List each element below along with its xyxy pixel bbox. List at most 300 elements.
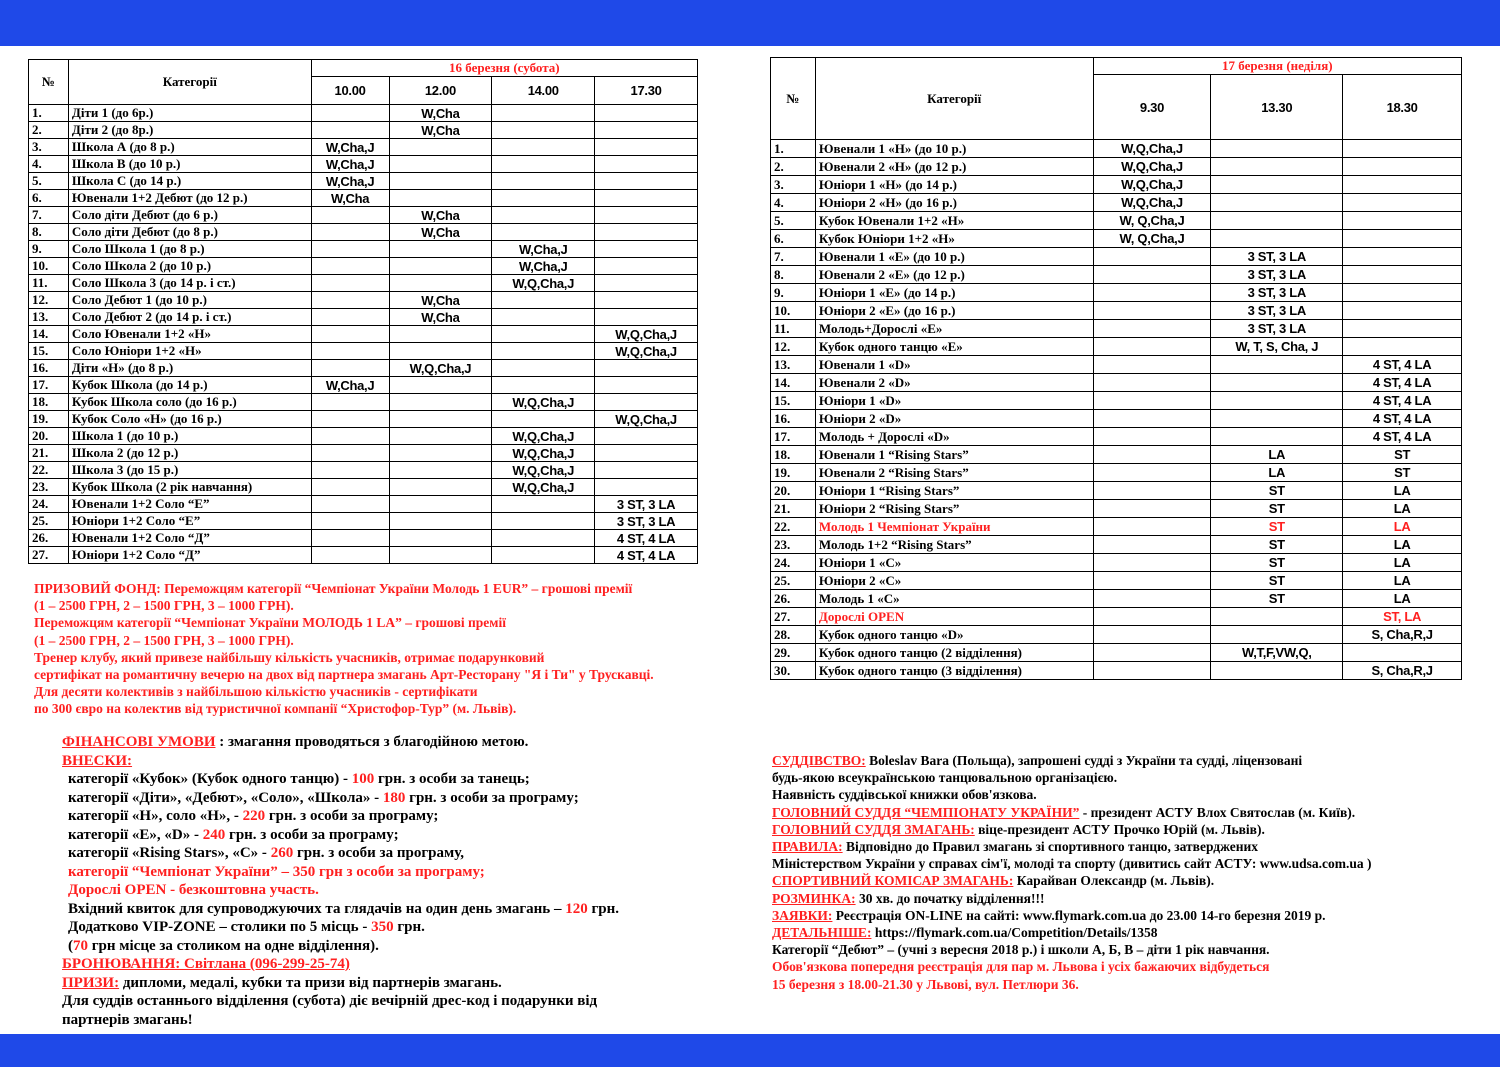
chief-ua-label: ГОЛОВНИЙ СУДДЯ “ЧЕМПІОНАТУ УКРАЇНИ” [772, 804, 1080, 820]
dance-program-cell [492, 496, 595, 513]
row-number: 6. [771, 230, 816, 248]
dance-program-cell [311, 513, 389, 530]
category-name: Ювенали 1 «D» [815, 356, 1093, 374]
row-number: 4. [771, 194, 816, 212]
category-name: Юніори 1 “Rising Stars” [815, 482, 1093, 500]
dance-program-cell [595, 224, 698, 241]
dance-program-cell [1211, 626, 1343, 644]
dance-program-cell [1211, 230, 1343, 248]
dance-program-cell [311, 292, 389, 309]
dance-program-cell [595, 190, 698, 207]
category-name: Молодь + Дорослі «D» [815, 428, 1093, 446]
dance-program-cell [1211, 392, 1343, 410]
table-row [771, 302, 1462, 320]
table-row [771, 536, 1462, 554]
dance-program-cell [1093, 284, 1211, 302]
dance-program-cell: ST [1211, 482, 1343, 500]
chief-label: ГОЛОВНИЙ СУДДЯ ЗМАГАНЬ: [772, 821, 975, 837]
dance-program-cell [389, 462, 492, 479]
table-row [771, 482, 1462, 500]
row-number: 17. [771, 428, 816, 446]
fee-line: категорії «Кубок» (Кубок одного танцю) - 100 грн. з особи за танець; [68, 771, 530, 787]
table-row [29, 377, 698, 394]
dance-program-cell [389, 547, 492, 564]
row-number: 26. [771, 590, 816, 608]
dance-program-cell [1093, 464, 1211, 482]
dance-program-cell: ST [1211, 518, 1343, 536]
category-name: Соло Дебют 2 (до 14 р. і ст.) [68, 309, 311, 326]
dance-program-cell [595, 156, 698, 173]
category-name: Ювенали 1 «Е» (до 10 р.) [815, 248, 1093, 266]
dance-program-cell [595, 479, 698, 496]
dance-program-cell: 4 ST, 4 LA [1343, 410, 1462, 428]
vip-seat-line: (70 грн місце за столиком на одне відділення). [68, 937, 379, 954]
dance-program-cell [1343, 212, 1462, 230]
details-link[interactable]: https://flymark.com.ua/Competition/Details/1358 [871, 925, 1158, 941]
dance-program-cell [1211, 158, 1343, 176]
dance-program-cell [492, 326, 595, 343]
prize-line: Для десяти колективів з найбільшою кількістю учасників - сертифікати [34, 684, 478, 700]
row-number: 8. [771, 266, 816, 284]
category-name: Соло Юніори 1+2 «Н» [68, 343, 311, 360]
fee-line: категорії «Е», «D» - 240 грн. з особи за програму; [68, 826, 399, 843]
dance-program-cell [311, 309, 389, 326]
row-number: 27. [771, 608, 816, 626]
dance-program-cell: W,Cha [311, 190, 389, 207]
dance-program-cell [595, 275, 698, 292]
dance-program-cell [595, 207, 698, 224]
dance-program-cell: W,Q,Cha,J [1093, 158, 1211, 176]
table-row [29, 275, 698, 292]
prize-line: по 300 євро на колектив від туристичної компанії “Христофор-Тур” (м. Львів). [34, 701, 517, 717]
category-name: Кубок одного танцю (3 відділення) [815, 662, 1093, 680]
category-name: Юніори 2 «D» [815, 410, 1093, 428]
category-name: Діти 2 (до 8р.) [68, 122, 311, 139]
fee-line-championship: категорії “Чемпіонат України” – 350 грн з особи за програму; [68, 863, 485, 880]
dance-program-cell [311, 411, 389, 428]
table-row [771, 446, 1462, 464]
dance-program-cell: 3 ST, 3 LA [595, 513, 698, 530]
table-row [771, 248, 1462, 266]
category-name: Школа С (до 14 р.) [68, 173, 311, 190]
category-name: Соло Школа 2 (до 10 р.) [68, 258, 311, 275]
table-row [771, 266, 1462, 284]
row-number: 20. [29, 428, 69, 445]
table-row [29, 241, 698, 258]
dance-program-cell [311, 547, 389, 564]
dance-program-cell: W,Cha [389, 105, 492, 122]
category-name: Кубок одного танцю «Е» [815, 338, 1093, 356]
table-row [771, 464, 1462, 482]
dance-program-cell: W,Cha,J [311, 173, 389, 190]
dance-program-cell [595, 394, 698, 411]
dance-program-cell: LA [1343, 500, 1462, 518]
dance-program-cell [492, 122, 595, 139]
fee-line: категорії «Rising Stars», «С» - 260 грн. з особи за програму, [68, 845, 464, 861]
ticket-line: Вхідний квиток для супроводжуючих та глядачів на один день змагань – 120 грн. [68, 900, 620, 917]
dance-program-cell [492, 343, 595, 360]
table-row [771, 626, 1462, 644]
dance-program-cell: W,T,F,VW,Q, [1211, 644, 1343, 662]
rules-label: ПРАВИЛА: [772, 839, 843, 855]
prize-line: ПРИЗОВИЙ ФОНД: Переможцям категорії “Чемпіонат України Молодь 1 EUR” – грошові премії [34, 581, 633, 596]
dance-program-cell [1343, 194, 1462, 212]
saturday-day-header: 16 березня (субота) [311, 60, 697, 77]
table-row [29, 224, 698, 241]
category-name: Ювенали 1+2 Соло “Д” [68, 530, 311, 547]
row-number: 1. [771, 140, 816, 158]
row-number: 16. [771, 410, 816, 428]
table-row [29, 173, 698, 190]
table-row [771, 410, 1462, 428]
dance-program-cell: 3 ST, 3 LA [1211, 284, 1343, 302]
category-name: Юніори 2 “Rising Stars” [815, 500, 1093, 518]
dance-program-cell: W,Q,Cha,J [1093, 140, 1211, 158]
time-slot-header: 14.00 [492, 77, 595, 105]
dance-program-cell: W, Q,Cha,J [1093, 212, 1211, 230]
table-row [771, 554, 1462, 572]
table-row [771, 338, 1462, 356]
category-name: Кубок Школа (2 рік навчання) [68, 479, 311, 496]
row-number: 11. [771, 320, 816, 338]
table-row [29, 394, 698, 411]
dress-code-line: Для суддів останнього відділення (субота) діє вечірній дрес-код і подарунки від [62, 993, 598, 1009]
dance-program-cell [1093, 644, 1211, 662]
dance-program-cell [595, 173, 698, 190]
dance-program-cell [492, 292, 595, 309]
row-number: 30. [771, 662, 816, 680]
dance-program-cell: S, Cha,R,J [1343, 626, 1462, 644]
dance-program-cell: ST [1211, 572, 1343, 590]
dance-program-cell [595, 445, 698, 462]
category-name: Юніори 1 «Е» (до 14 р.) [815, 284, 1093, 302]
dance-program-cell [389, 275, 492, 292]
dance-program-cell: ST [1343, 446, 1462, 464]
dance-program-cell [311, 360, 389, 377]
dance-program-cell [311, 394, 389, 411]
category-header: Категорії [815, 58, 1093, 140]
dance-program-cell [389, 530, 492, 547]
dance-program-cell [389, 496, 492, 513]
table-row [29, 309, 698, 326]
time-slot-header: 12.00 [389, 77, 492, 105]
row-number: 29. [771, 644, 816, 662]
dance-program-cell: W,Q,Cha,J [1093, 194, 1211, 212]
dance-program-cell [492, 547, 595, 564]
category-header: Категорії [68, 60, 311, 105]
dance-program-cell [492, 530, 595, 547]
dance-program-cell: 4 ST, 4 LA [595, 547, 698, 564]
dance-program-cell [389, 394, 492, 411]
category-name: Діти «Н» (до 8 р.) [68, 360, 311, 377]
prize-line: Тренер клубу, який привезе найбільшу кількість учасників, отримає подарунковий [34, 649, 545, 665]
dance-program-cell: W,Q,Cha,J [492, 462, 595, 479]
category-name: Юніори 1 «D» [815, 392, 1093, 410]
dance-program-cell [1093, 554, 1211, 572]
category-name: Кубок одного танцю (2 відділення) [815, 644, 1093, 662]
table-row [771, 644, 1462, 662]
fee-line: категорії «Н», соло «Н», - 220 грн. з особи за програму; [68, 808, 439, 824]
category-name: Діти 1 (до 6р.) [68, 105, 311, 122]
category-name: Школа В (до 10 р.) [68, 156, 311, 173]
dance-program-cell: W,Cha [389, 309, 492, 326]
row-number: 8. [29, 224, 69, 241]
dance-program-cell [311, 122, 389, 139]
judging-label: СУДДІВСТВО: [772, 753, 866, 768]
dance-program-cell [492, 309, 595, 326]
dance-program-cell [1093, 662, 1211, 680]
prize-line: (1 – 2500 ГРН, 2 – 1500 ГРН, 3 – 1000 ГРН). [34, 598, 294, 614]
category-name: Кубок одного танцю «D» [815, 626, 1093, 644]
row-number: 19. [771, 464, 816, 482]
category-name: Юніори 2 «Н» (до 16 р.) [815, 194, 1093, 212]
table-row [29, 207, 698, 224]
dance-program-cell [1093, 446, 1211, 464]
row-number: 3. [771, 176, 816, 194]
category-name: Соло Дебют 1 (до 10 р.) [68, 292, 311, 309]
dance-program-cell [1093, 626, 1211, 644]
dance-program-cell: LA [1343, 554, 1462, 572]
entries-label: ЗАЯВКИ: [772, 907, 833, 923]
dance-program-cell: 3 ST, 3 LA [595, 496, 698, 513]
dance-program-cell [311, 530, 389, 547]
warmup-label: РОЗМИНКА: [772, 890, 856, 906]
dance-program-cell [595, 377, 698, 394]
dance-program-cell [1343, 302, 1462, 320]
table-row [29, 105, 698, 122]
table-row [29, 360, 698, 377]
category-name: Юніори 1 «С» [815, 554, 1093, 572]
dance-program-cell [492, 190, 595, 207]
dance-program-cell [595, 462, 698, 479]
time-slot-header: 18.30 [1343, 75, 1462, 140]
row-number: 15. [771, 392, 816, 410]
dance-program-cell: W,Q,Cha,J [1093, 176, 1211, 194]
dance-program-cell [595, 122, 698, 139]
booking-line: БРОНЮВАННЯ: Світлана (096-299-25-74) [62, 956, 350, 972]
row-number: 7. [29, 207, 69, 224]
row-number: 14. [771, 374, 816, 392]
category-name: Ювенали 2 «D» [815, 374, 1093, 392]
rules-line: Міністерством України у справах сім'ї, молоді та спорту (дивитись сайт АСТУ: www.udsa.com.ua ) [772, 856, 1372, 872]
prizes-label: ПРИЗИ: [62, 974, 120, 991]
finance-text: : змагання проводяться з благодійною метою. [215, 734, 529, 750]
dance-program-cell: W,Q,Cha,J [492, 479, 595, 496]
dance-program-cell [311, 343, 389, 360]
row-number: 4. [29, 156, 69, 173]
dance-program-cell: 3 ST, 3 LA [1211, 266, 1343, 284]
dance-program-cell [389, 326, 492, 343]
dance-program-cell [1093, 302, 1211, 320]
dance-program-cell [492, 377, 595, 394]
row-number: 15. [29, 343, 69, 360]
category-name: Соло Ювенали 1+2 «Н» [68, 326, 311, 343]
time-slot-header: 17.30 [595, 77, 698, 105]
dance-program-cell: LA [1343, 536, 1462, 554]
dance-program-cell [1093, 248, 1211, 266]
dance-program-cell [492, 360, 595, 377]
table-row [29, 326, 698, 343]
category-name: Кубок Ювенали 1+2 «Н» [815, 212, 1093, 230]
category-name: Соло діти Дебют (до 8 р.) [68, 224, 311, 241]
dance-program-cell [1093, 266, 1211, 284]
row-number: 28. [771, 626, 816, 644]
table-row [771, 212, 1462, 230]
row-number: 12. [29, 292, 69, 309]
dance-program-cell [1211, 176, 1343, 194]
dance-program-cell [311, 258, 389, 275]
dance-program-cell [1211, 428, 1343, 446]
row-number: 7. [771, 248, 816, 266]
dance-program-cell: 4 ST, 4 LA [1343, 374, 1462, 392]
table-row [29, 258, 698, 275]
dance-program-cell [492, 513, 595, 530]
row-number: 2. [29, 122, 69, 139]
time-slot-header: 10.00 [311, 77, 389, 105]
table-row [29, 462, 698, 479]
dance-program-cell: LA [1343, 572, 1462, 590]
table-row [29, 445, 698, 462]
dance-program-cell: W,Q,Cha,J [595, 326, 698, 343]
category-name: Дорослі OPEN [815, 608, 1093, 626]
dance-program-cell [389, 139, 492, 156]
category-name: Молодь 1+2 “Rising Stars” [815, 536, 1093, 554]
row-number: 25. [29, 513, 69, 530]
category-name: Ювенали 1 “Rising Stars” [815, 446, 1093, 464]
category-name: Школа А (до 8 р.) [68, 139, 311, 156]
row-number: 13. [771, 356, 816, 374]
row-number: 22. [771, 518, 816, 536]
dance-program-cell: 3 ST, 3 LA [1211, 302, 1343, 320]
dance-program-cell: W,Q,Cha,J [595, 411, 698, 428]
category-name: Школа 1 (до 10 р.) [68, 428, 311, 445]
prize-line: сертифікат на романтичну вечерю на двох від партнера змагань Арт-Ресторану "Я і Ти" у Трускавці. [34, 667, 654, 683]
row-number: 19. [29, 411, 69, 428]
dance-program-cell [492, 207, 595, 224]
dance-program-cell [1093, 590, 1211, 608]
dance-program-cell [1343, 248, 1462, 266]
table-row [771, 176, 1462, 194]
dance-program-cell: 3 ST, 3 LA [1211, 248, 1343, 266]
dance-program-cell [1343, 320, 1462, 338]
dance-program-cell [389, 411, 492, 428]
dance-program-cell [1343, 176, 1462, 194]
dance-program-cell [1093, 500, 1211, 518]
registration-note-2: 15 березня з 18.00-21.30 у Львові, вул. Петлюри 36. [772, 976, 1079, 992]
dance-program-cell [492, 224, 595, 241]
dance-program-cell [1343, 158, 1462, 176]
dance-program-cell [492, 173, 595, 190]
dance-program-cell: LA [1343, 590, 1462, 608]
dance-program-cell: W,Cha,J [492, 258, 595, 275]
category-name: Юніори 2 «Е» (до 16 р.) [815, 302, 1093, 320]
fee-line-open: Дорослі OPEN - безкоштовна участь. [68, 882, 319, 898]
row-number: 3. [29, 139, 69, 156]
dance-program-cell: ST [1211, 554, 1343, 572]
dance-program-cell [311, 241, 389, 258]
row-number: 18. [29, 394, 69, 411]
fees-label: ВНЕСКИ: [62, 752, 133, 769]
dance-program-cell: 4 ST, 4 LA [1343, 428, 1462, 446]
finance-section [62, 733, 752, 1029]
dance-program-cell [389, 377, 492, 394]
dance-program-cell [1343, 140, 1462, 158]
dance-program-cell [389, 258, 492, 275]
dance-program-cell: W,Q,Cha,J [492, 428, 595, 445]
dance-program-cell [595, 360, 698, 377]
table-row [771, 392, 1462, 410]
finance-label: ФІНАНСОВІ УМОВИ [62, 734, 216, 750]
dance-program-cell: W, T, S, Cha, J [1211, 338, 1343, 356]
row-number: 23. [771, 536, 816, 554]
row-number: 13. [29, 309, 69, 326]
dance-program-cell: LA [1211, 446, 1343, 464]
vip-line: Додатково VIP-ZONE – столики по 5 місць - 350 грн. [68, 919, 425, 935]
category-name: Кубок Юніори 1+2 «Н» [815, 230, 1093, 248]
category-name: Юніори 2 «С» [815, 572, 1093, 590]
dance-program-cell: 3 ST, 3 LA [1211, 320, 1343, 338]
dance-program-cell: W,Cha [389, 224, 492, 241]
dance-program-cell [311, 224, 389, 241]
dance-program-cell [492, 411, 595, 428]
dance-program-cell: ST [1211, 536, 1343, 554]
category-name: Школа 3 (до 15 р.) [68, 462, 311, 479]
row-number: 1. [29, 105, 69, 122]
row-number: 18. [771, 446, 816, 464]
prize-line: Переможцям категорії “Чемпіонат України МОЛОДЬ 1 LA” – грошові премії [34, 615, 506, 631]
table-row [771, 158, 1462, 176]
dance-program-cell [1093, 374, 1211, 392]
dance-program-cell [311, 326, 389, 343]
dance-program-cell [1211, 410, 1343, 428]
registration-note: Обов'язкова попередня реєстрація для пар м. Львова і усіх бажаючих відбудеться [772, 959, 1270, 975]
dance-program-cell: W,Cha [389, 292, 492, 309]
dance-program-cell: W,Cha [389, 207, 492, 224]
top-blue-band [0, 0, 1500, 46]
table-row [771, 518, 1462, 536]
dance-program-cell [1211, 356, 1343, 374]
table-row [29, 496, 698, 513]
dress-code-line-2: партнерів змагань! [62, 1011, 193, 1028]
category-name: Школа 2 (до 12 р.) [68, 445, 311, 462]
table-row [771, 662, 1462, 680]
row-number: 24. [29, 496, 69, 513]
category-name: Кубок Школа (до 14 р.) [68, 377, 311, 394]
row-number: 11. [29, 275, 69, 292]
category-name: Ювенали 2 «Е» (до 12 р.) [815, 266, 1093, 284]
table-row [29, 513, 698, 530]
judging-line: Наявність суддівської книжки обов'язкова. [772, 787, 1037, 803]
dance-program-cell: W,Q,Cha,J [389, 360, 492, 377]
dance-program-cell: ST [1211, 590, 1343, 608]
info-section: СУДДІВСТВО: Boleslav Bara (Польща), запрошені судді з України та судді, ліцензовані будь-якою всеукраїнською танцювальною організацією. Наявність суддівської книжки обов'язкова. ГОЛОВНИЙ СУДДЯ “ЧЕМПІОНАТУ УКРАЇНИ” - президент АСТУ Влох Святослав (м. Київ). ГОЛОВНИЙ СУДДЯ ЗМАГАНЬ: віце-президент АСТУ Прочко Юрій (м. Львів). ПРАВИЛА: Відповідно до Правил змагань зі спортивного танцю, затверджених Міністерством України у справах сім'ї, молоді та спорту (дивитись сайт АСТУ: www.udsa.com.ua ) СПОРТИВНИЙ КОМІСАР ЗМАГАНЬ: Карайван Олександр (м. Львів). РОЗМИНКА: 30 хв. до початку відділення!!! ЗАЯВКИ: Реєстрація ON-LINE на сайті: www.flymark.com.ua до 23.00 14-го березня 2019 р. ДЕТАЛЬНІШЕ: https://flymark.com.ua/Competition/Details/1358 Категорії “Дебют” – (учні з вересня 2018 р.) і школи А, Б, В – діти 1 рік навчання. Обов'язкова попередня реєстрація для пар м. Львова і усіх бажаючих відбудеться 15 березня з 18.00-21.30 у Львові, вул. Петлюри 36. [772, 752, 1492, 993]
dance-program-cell [1211, 212, 1343, 230]
row-number: 9. [771, 284, 816, 302]
row-number: 23. [29, 479, 69, 496]
dance-program-cell: W,Q,Cha,J [595, 343, 698, 360]
bottom-blue-band [0, 1034, 1500, 1067]
dance-program-cell [389, 241, 492, 258]
dance-program-cell [595, 428, 698, 445]
dance-program-cell [492, 105, 595, 122]
fee-line: категорії «Діти», «Дебют», «Соло», «Школа» - 180 грн. з особи за програму; [68, 789, 579, 806]
row-number: 24. [771, 554, 816, 572]
table-row [771, 230, 1462, 248]
table-row [29, 547, 698, 564]
category-name: Юніори 1+2 Соло “Е” [68, 513, 311, 530]
dance-program-cell: W,Cha,J [311, 156, 389, 173]
dance-program-cell [1211, 140, 1343, 158]
